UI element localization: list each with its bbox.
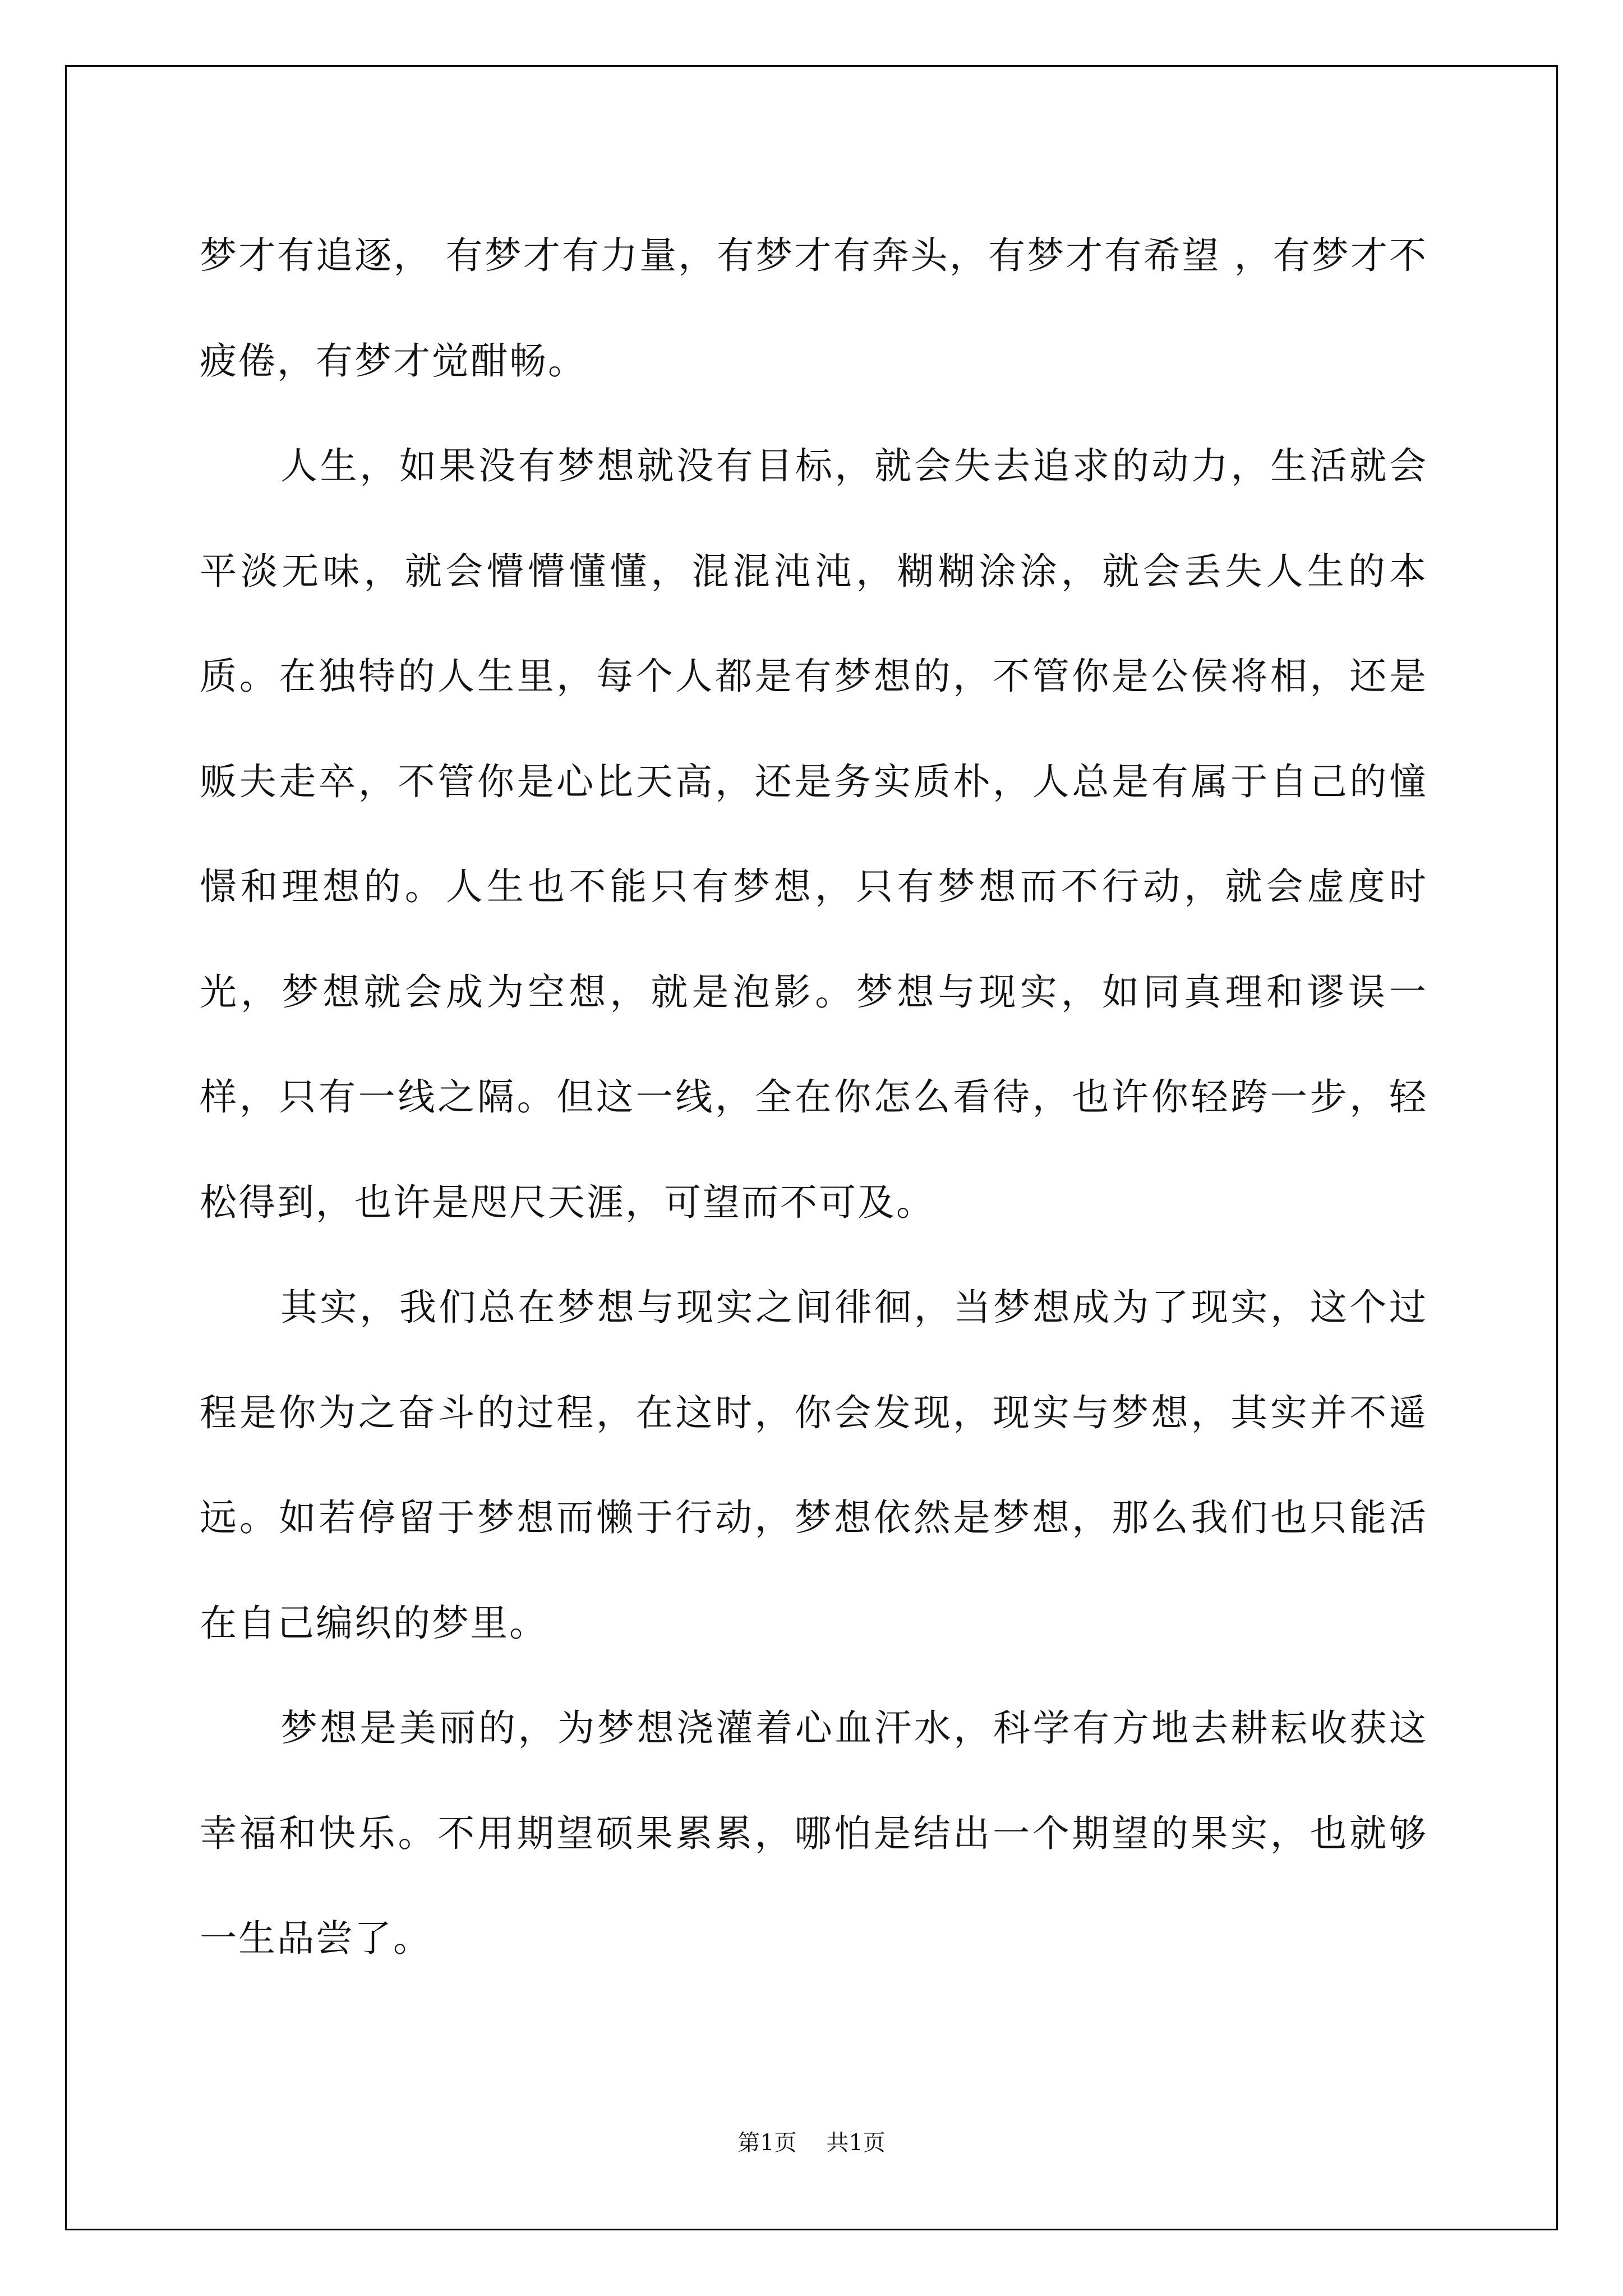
paragraph-3: 其实，我们总在梦想与现实之间徘徊，当梦想成为了现实，这个过程是你为之奋斗的过程，在这时，你会发现，现实与梦想，其实并不遥远。如若停留于梦想而懒于行动，梦想依然是梦想，那么我们也只能活在自己编织的梦里。 [200,1286,1428,1645]
paragraph-2: 人生，如果没有梦想就没有目标，就会失去追求的动力，生活就会平淡无味，就会懵懵懂懂，混混沌沌，糊糊涂涂，就会丢失人生的本质。在独特的人生里，每个人都是有梦想的，不管你是公侯将相，还是贩夫走卒，不管你是心比天高，还是务实质朴，人总是有属于自己的憧憬和理想的。人生也不能只有梦想，只有梦想而不行动，就会虚度时光，梦想就会成为空想，就是泡影。梦想与现实，如同真理和谬误一样，只有一线之隔。但这一线，全在你怎么看待，也许你轻跨一步，轻松得到，也许是咫尺天涯，可望而不可及。 [200,444,1428,1224]
paragraph-1: 梦才有追逐， 有梦才有力量，有梦才有奔头，有梦才有希望 ，有梦才不疲倦，有梦才觉酣畅。 [200,234,1428,383]
document-body [200,203,1428,1991]
page-number-current: 第1页 [737,2130,797,2156]
paragraph-4: 梦想是美丽的，为梦想浇灌着心血汗水，科学有方地去耕耘收获这幸福和快乐。不用期望硕果累累，哪怕是结出一个期望的果实，也就够一生品尝了。 [200,1706,1428,1960]
page-number-total: 共1页 [826,2130,886,2156]
page-footer [0,2125,1623,2157]
